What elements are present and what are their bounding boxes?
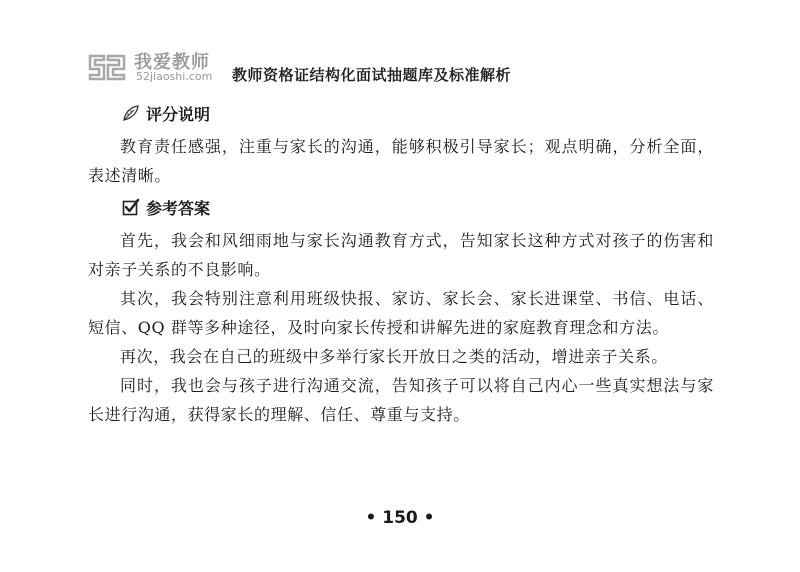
page-content: [88, 100, 714, 429]
answer-paragraph-2: 其次，我会特别注意利用班级快报、家访、家长会、家长进课堂、书信、电话、短信、QQ 群等多种途径，及时向家长传授和讲解先进的家庭教育理念和方法。: [88, 289, 714, 337]
checkbox-icon: [122, 198, 140, 216]
scoring-paragraph: 教育责任感强，注重与家长的沟通，能够积极引导家长；观点明确，分析全面，表述清晰。: [88, 137, 714, 185]
logo: [86, 48, 226, 86]
book-title: 教师资格证结构化面试抽题库及标准解析: [232, 66, 512, 84]
scoring-heading: [122, 100, 714, 126]
logo-mark-icon: [86, 50, 130, 84]
answer-paragraph-3: 再次，我会在自己的班级中多举行家长开放日之类的活动，增进亲子关系。: [120, 347, 668, 366]
answer-paragraph-4: 同时，我也会与孩子进行沟通交流，告知孩子可以将自己内心一些真实想法与家长进行沟通，获得家长的理解、信任、尊重与支持。: [88, 376, 714, 424]
page-header: [86, 48, 726, 88]
answer-heading-label: 参考答案: [146, 198, 211, 218]
leaf-icon: [122, 104, 140, 122]
logo-text: 我爱教师: [134, 52, 210, 73]
page-number: • 150 •: [365, 508, 435, 528]
answer-paragraph-1: 首先，我会和风细雨地与家长沟通教育方式，告知家长这种方式对孩子的伤害和对亲子关系的不良影响。: [88, 231, 714, 279]
scoring-heading-label: 评分说明: [146, 104, 211, 124]
answer-heading: [122, 194, 714, 220]
logo-url: 52jiaoshi.com: [136, 70, 213, 83]
